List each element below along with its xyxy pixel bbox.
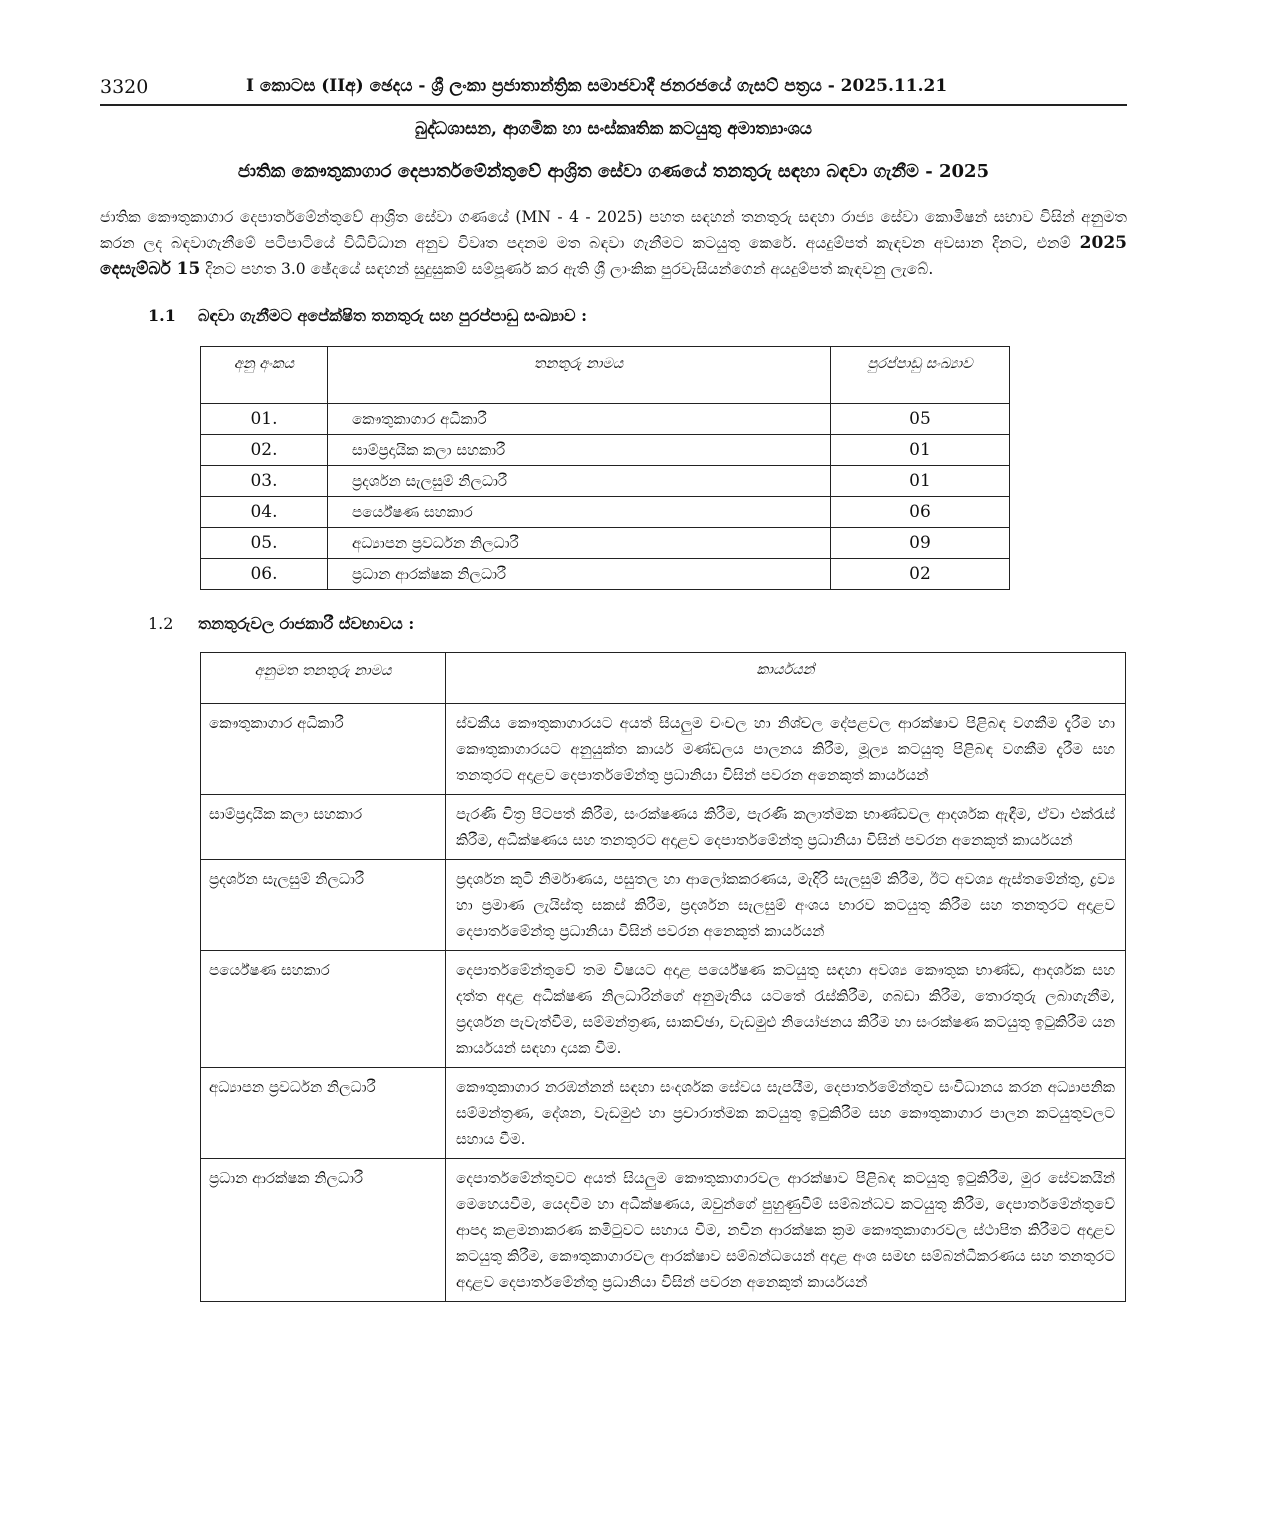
vacancies-cell: 01 [831,466,1010,497]
table-row [201,404,1010,435]
post-cell: කෞතුකාගාර අධිකාරී [328,404,831,435]
serial-cell: 05. [201,528,328,559]
section-1-2-heading [100,614,1127,634]
page-number: 3320 [100,76,149,98]
column-header-approved-post: අනුමත තනතුරු නාමය [201,653,446,704]
vacancies-cell: 01 [831,435,1010,466]
section-number: 1.1 [148,306,176,325]
table-row [201,528,1010,559]
table-row [201,951,1126,1068]
post-cell: සාම්ප්‍රදායික කලා සහකාර [201,795,446,860]
duties-cell: ස්වකීය කෞතුකාගාරයට අයත් සියලුම චංචල හා නිශ්චල දේපළවල ආරක්ෂාව පිළිබඳ වගකීම දැරීම හා කෞතුකාගාරයට අනුයුක්ත කාර්ය මණ්ඩලය පාලනය කිරීම, මූල්‍ය කටයුතු පිළිබඳ වගකීම දැරීම සහ තනතුරට අදාළව දෙපාර්තමේන්තු ප්‍රධානියා විසින් පවරන අනෙකුත් කාර්යයන් [446,704,1126,795]
serial-cell: 02. [201,435,328,466]
post-cell: පර්යේෂණ සහකාර [201,951,446,1068]
column-header-serial: අනු අංකය [201,347,328,404]
table-row [201,704,1126,795]
section-1-1-heading [100,306,1127,326]
serial-cell: 01. [201,404,328,435]
page-header [100,70,1127,106]
table-row [201,1159,1126,1302]
serial-cell: 06. [201,559,328,590]
duties-cell: දෙපාර්තමේන්තුවේ තම විෂයට අදාළ පර්යේෂණ කටයුතු සඳහා අවශ්‍ය කෞතුක භාණ්ඩ, ආදර්ශක සහ දත්ත අදාළ අධීක්ෂණ නිලධාරින්ගේ අනුමැතිය යටතේ රැස්කිරීම, ගබඩා කිරීම, තොරතුරු ලබාගැනීම, ප්‍රදර්ශන පැවැත්වීම, සම්මන්ත්‍රණ, සාකච්ඡා, වැඩමුළු නියෝජනය කිරීම හා සංරක්ෂණ කටයුතු ඉටුකිරීම යන කාර්යයන් සඳහා දායක වීම. [446,951,1126,1068]
post-cell: සාම්ප්‍රදායික කලා සහකාරී [328,435,831,466]
intro-text-1: ජාතික කෞතුකාගාර දෙපාර්තමේන්තුවේ ආශ්‍රිත සේවා ගණයේ (MN - 4 - 2025) පහත සඳහන් තනතුරු සඳහා රාජ්‍ය සේවා කොමිෂන් සභාව විසින් අනුමත කරන ලද බඳවාගැනීමේ පටිපාටියේ විධිවිධාන අනුව විවෘත පදනම මත බඳවා ගැනීමට කටයුතු කෙරේ. අයදුම්පත් කැඳවන අවසාන දිනට, එනම් [100,208,1127,252]
section-number: 1.2 [148,614,174,633]
table-row [201,1068,1126,1159]
table-row [201,435,1010,466]
section-title: බඳවා ගැනීමට අපේක්ෂිත තනතුරු සහ පුරප්පාඩු සංඛ්‍යාව : [198,306,588,325]
notice-title: ජාතික කෞතුකාගාර දෙපාර්තමේන්තුවේ ආශ්‍රිත සේවා ගණයේ තනතුරු සඳහා බඳවා ගැනීම - 2025 [237,161,990,182]
post-cell: ප්‍රදර්ශන සැලසුම් නිලධාරී [201,860,446,951]
duties-cell: කෞතුකාගාර නරඹන්නන් සඳහා සංදර්ශක සේවය සැපයීම, දෙපාර්තමේන්තුව සංවිධානය කරන අධ්‍යාපනික සම්මන්ත්‍රණ, දේශන, වැඩමුළු හා ප්‍රචාරාත්මක කටයුතු ඉටුකිරීම සහ කෞතුකාගාර පාලන කටයුතුවලට සහාය වීම. [446,1068,1126,1159]
table-row [201,795,1126,860]
table-row [201,559,1010,590]
vacancies-cell: 09 [831,528,1010,559]
serial-cell: 04. [201,497,328,528]
column-header-vacancies: පුරප්පාඩු සංඛ්‍යාව [831,347,1010,404]
application-deadline: 2025 දෙසැම්බර් 15 [100,233,1127,279]
table-row [201,497,1010,528]
post-cell: ප්‍රධාන ආරක්ෂක නිලධාරී [201,1159,446,1302]
vacancies-cell: 05 [831,404,1010,435]
table-header-row [201,653,1126,704]
vacancies-cell: 06 [831,497,1010,528]
table-row [201,466,1010,497]
post-cell: අධ්‍යාපන ප්‍රවර්ධන නිලධාරී [201,1068,446,1159]
intro-paragraph [100,204,1127,282]
serial-cell: 03. [201,466,328,497]
post-cell: ප්‍රදර්ශන සැලසුම් නිලධාරී [328,466,831,497]
ministry-heading: බුද්ධශාසන, ආගමික හා සංස්කෘතික කටයුතු අමාත්‍යාංශය [414,119,813,139]
gazette-title: I කොටස (IIඅ) ඡෙදය - ශ්‍රී ලංකා ප්‍රජාතාන්ත්‍රික සමාජවාදී ජනරජයේ ගැසට් පත්‍රය - 2025.11.21 [246,76,948,96]
post-cell: කෞතුකාගාර අධිකාරී [201,704,446,795]
vacancies-cell: 02 [831,559,1010,590]
table-header-row [201,347,1010,404]
duties-cell: දෙපාර්තමේන්තුවට අයත් සියලුම කෞතුකාගාරවල ආරක්ෂාව පිළිබඳ කටයුතු ඉටුකිරීම, මුර සේවකයින් මෙහෙයවීම, යෙදවීම හා අධීක්ෂණය, ඔවුන්ගේ පුහුණුවීම් සම්බන්ධව කටයුතු කිරීම, දෙපාර්තමේන්තුවේ ආපදා කළමනාකරණ කමිටුවට සහාය වීම, නවීන ආරක්ෂක ක්‍රම කෞතුකාගාරවල ස්ථාපිත කිරීමට අදාළව කටයුතු කිරීම, කෞතුකාගාරවල ආරක්ෂාව සම්බන්ධයෙන් අදාළ අංශ සමඟ සම්බන්ධීකරණය සහ තනතුරට අදාළව දෙපාර්තමේන්තු ප්‍රධානියා විසින් පවරන අනෙකුත් කාර්යයන් [446,1159,1126,1302]
gazette-page [100,70,1127,1302]
duties-cell: පැරණි චිත්‍ර පිටපත් කිරීම, සංරක්ෂණය කිරීම, පැරණි කලාත්මක භාණ්ඩවල ආදර්ශක ඇඳීම, ඒවා එක්රැස් කිරීම, අධීක්ෂණය සහ තනතුරට අදාළව දෙපාර්තමේන්තු ප්‍රධානියා විසින් පවරන අනෙකුත් කාර්යයන් [446,795,1126,860]
table-row [201,860,1126,951]
intro-text-2: දිනට පහත 3.0 ඡේදයේ සඳහන් සුදුසුකම් සම්පූර්ණ කර ඇති ශ්‍රී ලාංකික පුරවැසියන්ගෙන් අයදුම්පත් කැඳවනු ලැබේ. [200,260,934,278]
column-header-duties: කාර්යයන් [446,653,1126,704]
section-title: තනතුරුවල රාජකාරී ස්වභාවය : [198,614,415,633]
post-cell: ප්‍රධාන ආරක්ෂක නිලධාරී [328,559,831,590]
vacancies-table [200,346,1010,590]
duties-cell: ප්‍රදර්ශන කුටි නිර්මාණය, පසුතල හා ආලෝකකරණය, මැදිරි සැලසුම් කිරීම, ඊට අවශ්‍ය ඇස්තමේන්තු, ද්‍රව්‍ය හා ප්‍රමාණ ලැයිස්තු සකස් කිරීම, ප්‍රදර්ශන සැලසුම් අංශය භාරව කටයුතු කිරීම සහ තනතුරට අදාළව දෙපාර්තමේන්තු ප්‍රධානියා විසින් පවරන අනෙකුත් කාර්යයන් [446,860,1126,951]
column-header-post: තනතුරු නාමය [328,347,831,404]
duties-table [200,652,1126,1302]
post-cell: අධ්‍යාපන ප්‍රවර්ධන නිලධාරී [328,528,831,559]
post-cell: පර්යේෂණ සහකාර [328,497,831,528]
